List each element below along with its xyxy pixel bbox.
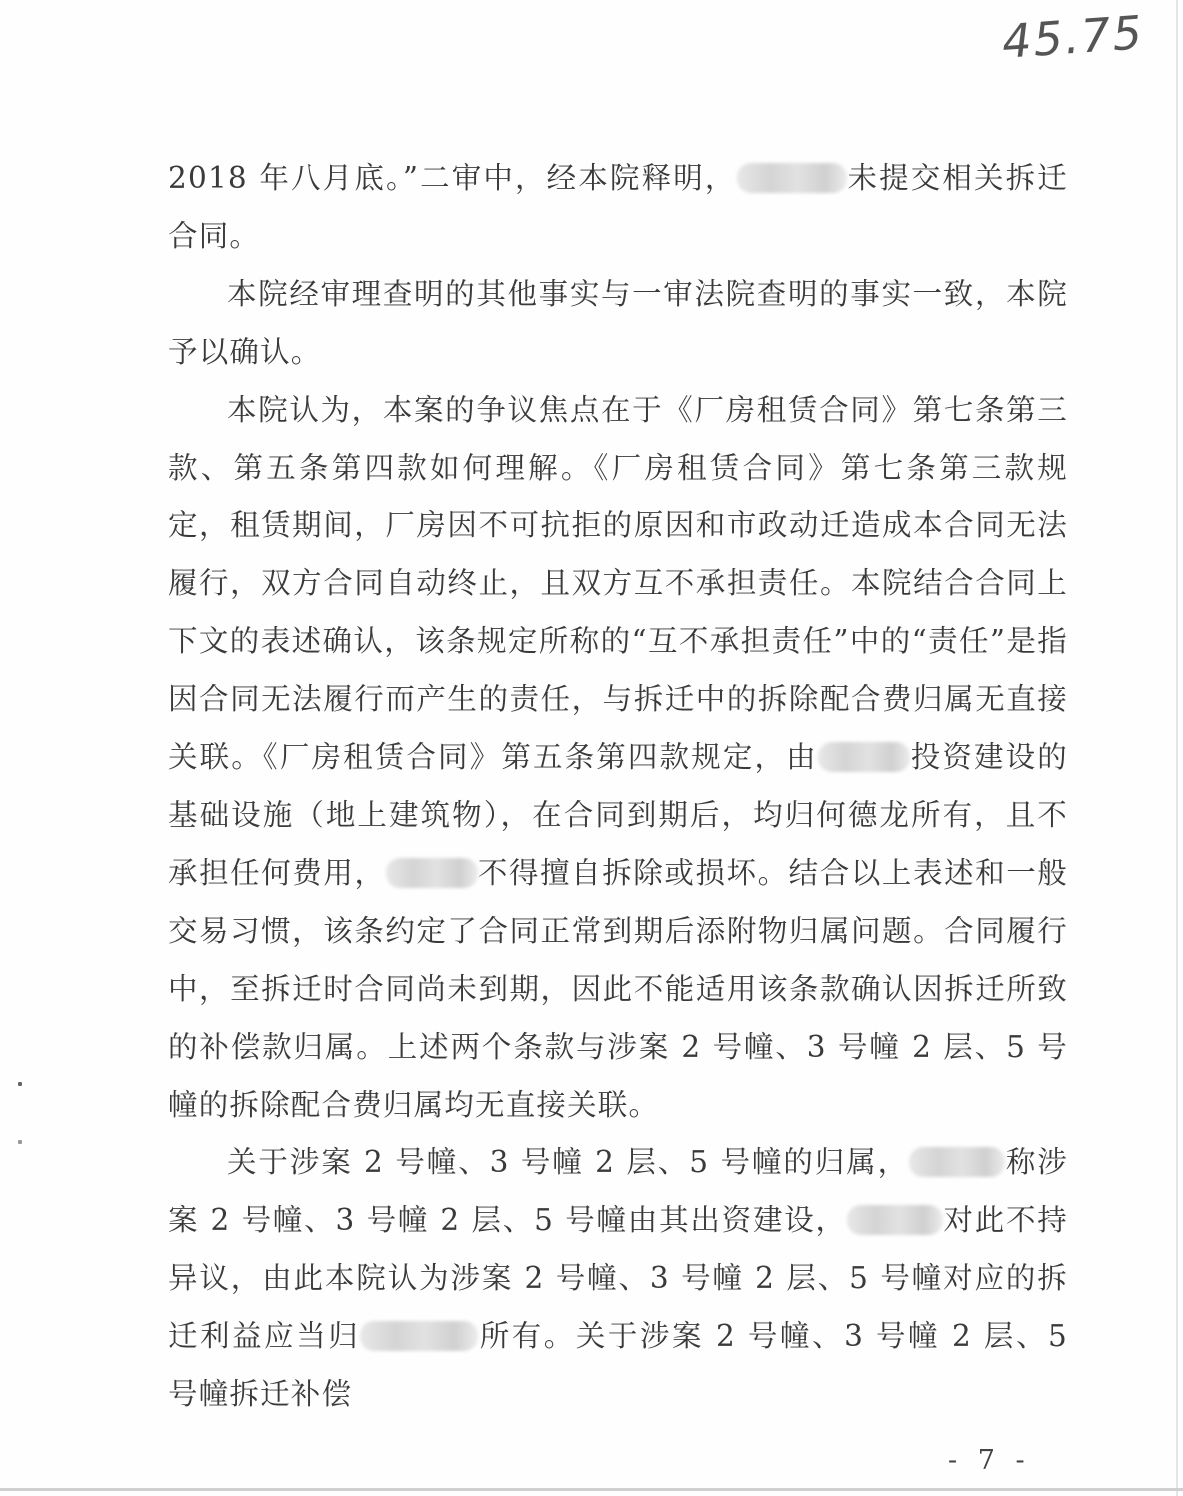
text-segment: 关于涉案 2 号幢、3 号幢 2 层、5 号幢的归属， [227, 1145, 910, 1180]
page-edge [0, 1488, 1183, 1491]
text-segment: 2018 年八月底。”二审中，经本院释明， [168, 161, 737, 195]
text-segment: 称涉案 2 号幢、3 号幢 2 层、5 号幢由其出资建设， [168, 1145, 1068, 1238]
scan-speck [18, 1140, 22, 1144]
redacted-name [360, 1321, 478, 1351]
text-segment: 不得擅自拆除或损坏。结合以上表述和一般交易习惯，该条约定了合同正常到期后添附物归属问题。合同履行中，至拆迁时合同尚未到期，因此不能适用该条款确认因拆迁所致的补偿款归属。上述两个条款与涉案 2 号幢、3 号幢 2 层、5 号幢的拆除配合费归属均无直接关联。 [168, 855, 1068, 1122]
text-segment: 对此不持异议，由此本院认为涉案 2 号幢、3 号幢 2 层、5 号幢对应的拆迁利益应当归 [168, 1203, 1068, 1354]
text-segment: 本院认为，本案的争议焦点在于《厂房租赁合同》第七条第三款、第五条第四款如何理解。《厂房租赁合同》第七条第三款规定，租赁期间，厂房因不可抗拒的原因和市政动迁造成本合同无法履行，双方合同自动终止，且双方互不承担责任。本院结合合同上下文的表述确认，该条规定所称的“互不承担责任”中的“责任”是指因合同无法履行而产生的责任，与拆迁中的拆除配合费归属无直接关联。《厂房租赁合同》第五条第四款规定，由 [168, 392, 1068, 775]
page-number: - 7 - [948, 1445, 1031, 1476]
text-segment: 本院经审理查明的其他事实与一审法院查明的事实一致，本院予以确认。 [168, 276, 1068, 369]
handwritten-page-mark: 45.75 [1000, 5, 1146, 69]
document-body [168, 150, 1068, 1424]
paragraph-3 [168, 382, 1068, 1135]
text-segment: 投资建设的基础设施（地上建筑物），在合同到期后，均归何德龙所有，且不承担任何费用， [168, 740, 1068, 890]
paragraph-2 [168, 266, 1068, 382]
redacted-name [737, 163, 847, 193]
redacted-name [847, 1205, 943, 1235]
redacted-name [386, 858, 478, 888]
redacted-name [818, 742, 910, 772]
text-segment: 所有。关于涉案 2 号幢、3 号幢 2 层、5 号幢拆迁补偿 [168, 1319, 1069, 1412]
scan-speck [18, 1082, 22, 1086]
text-segment: 未提交相关拆迁合同。 [168, 161, 1068, 253]
redacted-name [909, 1147, 1005, 1177]
paragraph-4 [168, 1134, 1068, 1424]
paragraph-1 [168, 150, 1068, 266]
page-edge [1176, 0, 1178, 1496]
